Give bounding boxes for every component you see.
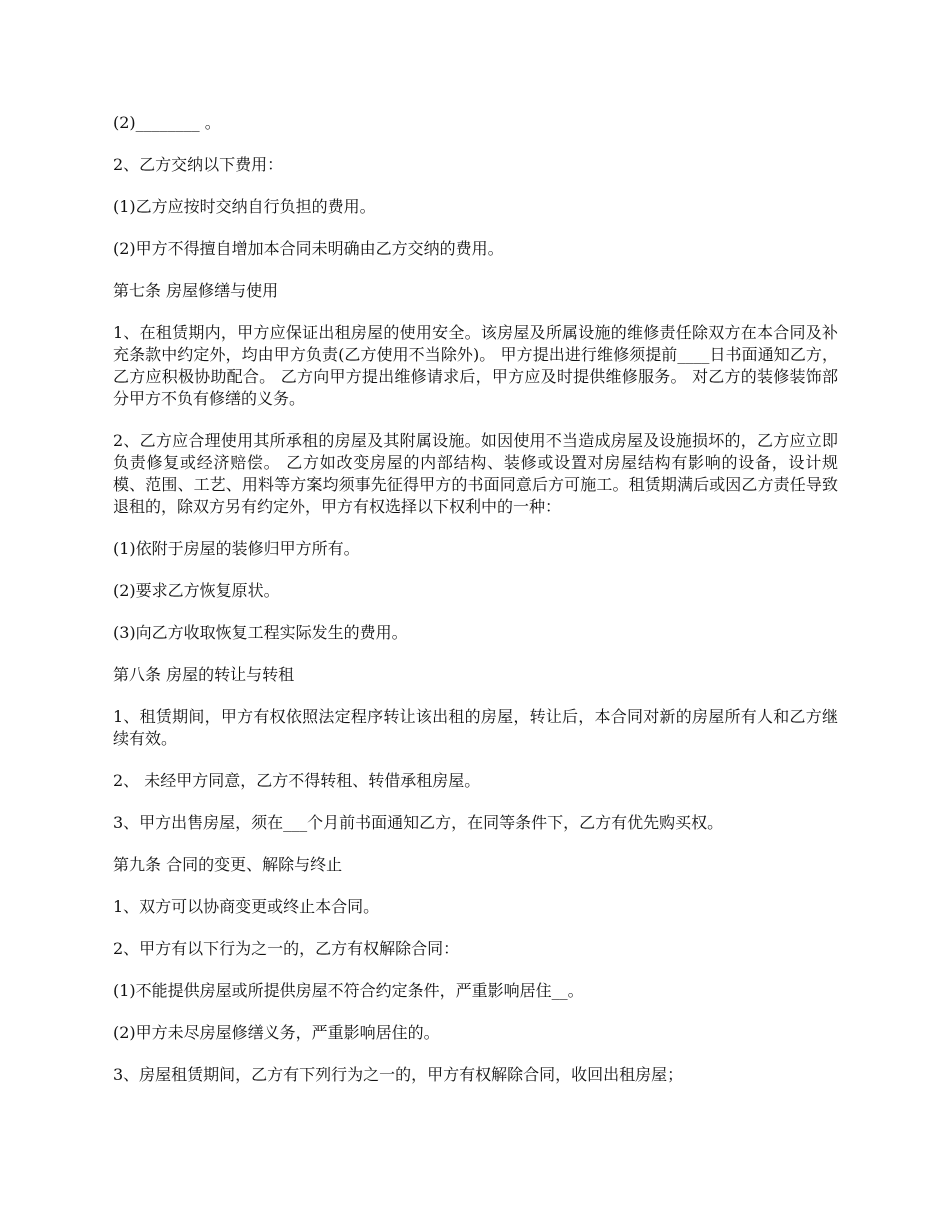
paragraph: 1、在租赁期内，甲方应保证出租房屋的使用安全。该房屋及所属设施的维修责任除双方在本合同及补充条款中约定外，均由甲方负责(乙方使用不当除外)。 甲方提出进行维修须提前____日书面通知乙方，乙方应积极协助配合。 乙方向甲方提出维修请求后，甲方应及时提供维修服务。 对乙方的装修装饰部分甲方不负有修缮的义务。	[113, 323, 838, 408]
paragraph: 2、乙方交纳以下费用：	[113, 155, 284, 174]
paragraph: 2、 未经甲方同意，乙方不得转租、转借承租房屋。	[113, 771, 481, 790]
document-page	[113, 112, 838, 1106]
paragraph: (1)依附于房屋的装修归甲方所有。	[113, 539, 360, 558]
paragraph: (3)向乙方收取恢复工程实际发生的费用。	[113, 623, 408, 642]
section-heading: 第九条 合同的变更、解除与终止	[113, 855, 343, 874]
paragraph: (2)________ 。	[113, 113, 221, 132]
paragraph: 2、甲方有以下行为之一的，乙方有权解除合同：	[113, 939, 460, 958]
paragraph: (2)甲方不得擅自增加本合同未明确由乙方交纳的费用。	[113, 239, 504, 258]
paragraph: 3、甲方出售房屋，须在___个月前书面通知乙方，在同等条件下，乙方有优先购买权。	[113, 813, 724, 832]
paragraph: 1、租赁期间，甲方有权依照法定程序转让该出租的房屋，转让后，本合同对新的房屋所有人和乙方继续有效。	[113, 707, 838, 748]
paragraph: 2、乙方应合理使用其所承租的房屋及其附属设施。如因使用不当造成房屋及设施损坏的，乙方应立即负责修复或经济赔偿。 乙方如改变房屋的内部结构、装修或设置对房屋结构有影响的设备，设计规模、范围、工艺、用料等方案均须事先征得甲方的书面同意后方可施工。租赁期满后或因乙方责任导致退租的，除双方另有约定外，甲方有权选择以下权利中的一种：	[113, 431, 838, 516]
paragraph: (1)不能提供房屋或所提供房屋不符合约定条件，严重影响居住__。	[113, 981, 584, 1000]
paragraph: (2)甲方未尽房屋修缮义务，严重影响居住的。	[113, 1023, 440, 1042]
section-heading: 第七条 房屋修缮与使用	[113, 281, 279, 300]
paragraph: 3、房屋租赁期间，乙方有下列行为之一的，甲方有权解除合同，收回出租房屋；	[113, 1065, 684, 1084]
paragraph: 1、双方可以协商变更或终止本合同。	[113, 897, 380, 916]
paragraph: (2)要求乙方恢复原状。	[113, 581, 280, 600]
section-heading: 第八条 房屋的转让与转租	[113, 665, 295, 684]
paragraph: (1)乙方应按时交纳自行负担的费用。	[113, 197, 376, 216]
